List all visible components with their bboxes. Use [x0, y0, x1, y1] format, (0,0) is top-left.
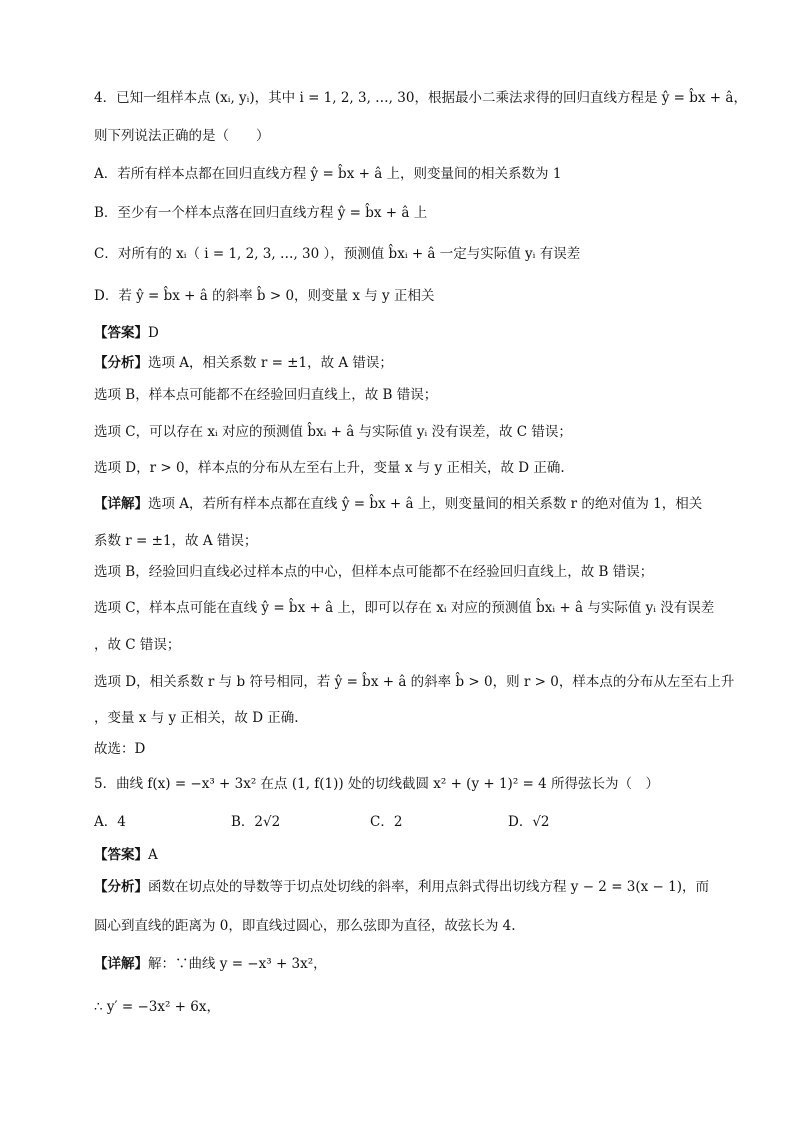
text-line: [94, 323, 159, 343]
line-text: A．若所有样本点都在回归直线方程 ŷ = b̂x + â 上，则变量间的相关系数为 1: [94, 166, 562, 182]
line-text: 系数 r = ±1，故 A 错误；: [94, 533, 258, 549]
q5-option-a: A．4: [94, 814, 126, 830]
text-line: [94, 422, 572, 442]
line-text: 选项 B，样本点可能都不在经验回归直线上，故 B 错误；: [94, 387, 438, 403]
line-text: 解：∵曲线 y = −x³ + 3x²，: [148, 956, 327, 972]
section-tag: 【答案】: [94, 847, 148, 863]
section-tag: 【答案】: [94, 325, 148, 341]
line-text: D: [148, 325, 159, 341]
text-line: [94, 88, 747, 108]
text-line: [94, 531, 257, 551]
text-line: [94, 458, 565, 478]
section-tag: 【详解】: [94, 956, 148, 972]
text-line: [94, 126, 270, 146]
line-text: 选项 B，经验回归直线必过样本点的中心，但样本点可能都不在经验回归直线上，故 B 错误；: [94, 564, 654, 580]
text-line: [94, 997, 220, 1017]
line-text: ，变量 x 与 y 正相关，故 D 正确.: [94, 710, 299, 726]
line-text: C．对所有的 xᵢ（ i = 1, 2, 3, …, 30 ），预测值 b̂xᵢ + â 一定与实际值 yᵢ 有误差: [94, 246, 581, 262]
line-text: ，故 C 错误；: [94, 637, 181, 653]
text-line: [94, 877, 709, 897]
text-line: [94, 286, 434, 306]
line-text: ∴ y′ = −3x² + 6x，: [94, 999, 220, 1015]
text-line: [94, 774, 659, 794]
text-line: [94, 244, 580, 264]
text-line: [94, 353, 393, 373]
line-text: A: [148, 847, 158, 863]
line-text: B．至少有一个样本点落在回归直线方程 ŷ = b̂x + â 上: [94, 205, 428, 221]
text-line: [94, 164, 561, 184]
text-line: [94, 672, 734, 692]
q5-option-c: C．2: [370, 814, 403, 830]
text-line: [94, 739, 145, 759]
line-text: 5．曲线 f(x) = −x³ + 3x² 在点 (1, f(1)) 处的切线截圆 x² + (y + 1)² = 4 所得弦长为（ ）: [94, 776, 660, 792]
section-tag: 【分析】: [94, 879, 148, 895]
section-tag: 【分析】: [94, 355, 148, 371]
q5-option-d: D．√2: [508, 814, 550, 830]
text-line: [94, 954, 327, 974]
line-text: 选项 A，若所有样本点都在直线 ŷ = b̂x + â 上，则变量间的相关系数 r 的绝对值为 1，相关: [148, 496, 703, 512]
line-text: D．若 ŷ = b̂x + â 的斜率 b̂ > 0，则变量 x 与 y 正相关: [94, 288, 435, 304]
line-text: 选项 C，可以存在 xᵢ 对应的预测值 b̂xᵢ + â 与实际值 yᵢ 没有误差，故 C 错误；: [94, 424, 572, 440]
text-line: [94, 598, 714, 618]
line-text: 选项 D，相关系数 r 与 b 符号相同，若 ŷ = b̂x + â 的斜率 b̂ > 0，则 r > 0，样本点的分布从左至右上升: [94, 674, 735, 690]
text-line: [94, 562, 653, 582]
line-text: 选项 A，相关系数 r = ±1，故 A 错误；: [148, 355, 393, 371]
line-text: 圆心到直线的距离为 0，即直线过圆心，那么弦即为直径，故弦长为 4.: [94, 918, 516, 934]
line-text: 故选：D: [94, 741, 146, 757]
text-line: [94, 916, 516, 936]
text-line: [94, 203, 427, 223]
line-text: 则下列说法正确的是（ ）: [94, 128, 270, 144]
text-line: [94, 708, 299, 728]
text-line: [94, 635, 180, 655]
q5-option-b: B．2√2: [231, 814, 281, 830]
line-text: 4．已知一组样本点 (xᵢ, yᵢ)，其中 i = 1, 2, 3, …, 30，根据最小二乘法求得的回归直线方程是 ŷ = b̂x + â，: [94, 90, 747, 106]
line-text: 函数在切点处的导数等于切点处切线的斜率，利用点斜式得出切线方程 y − 2 = 3(x − 1)，而: [148, 879, 710, 895]
line-text: 选项 D，r > 0，样本点的分布从左至右上升，变量 x 与 y 正相关，故 D 正确.: [94, 460, 565, 476]
section-tag: 【详解】: [94, 496, 148, 512]
line-text: 选项 C，样本点可能在直线 ŷ = b̂x + â 上，即可以存在 xᵢ 对应的预测值 b̂xᵢ + â 与实际值 yᵢ 没有误差: [94, 600, 715, 616]
text-line: [94, 494, 702, 514]
text-line: [94, 845, 158, 865]
text-line: [94, 385, 437, 405]
